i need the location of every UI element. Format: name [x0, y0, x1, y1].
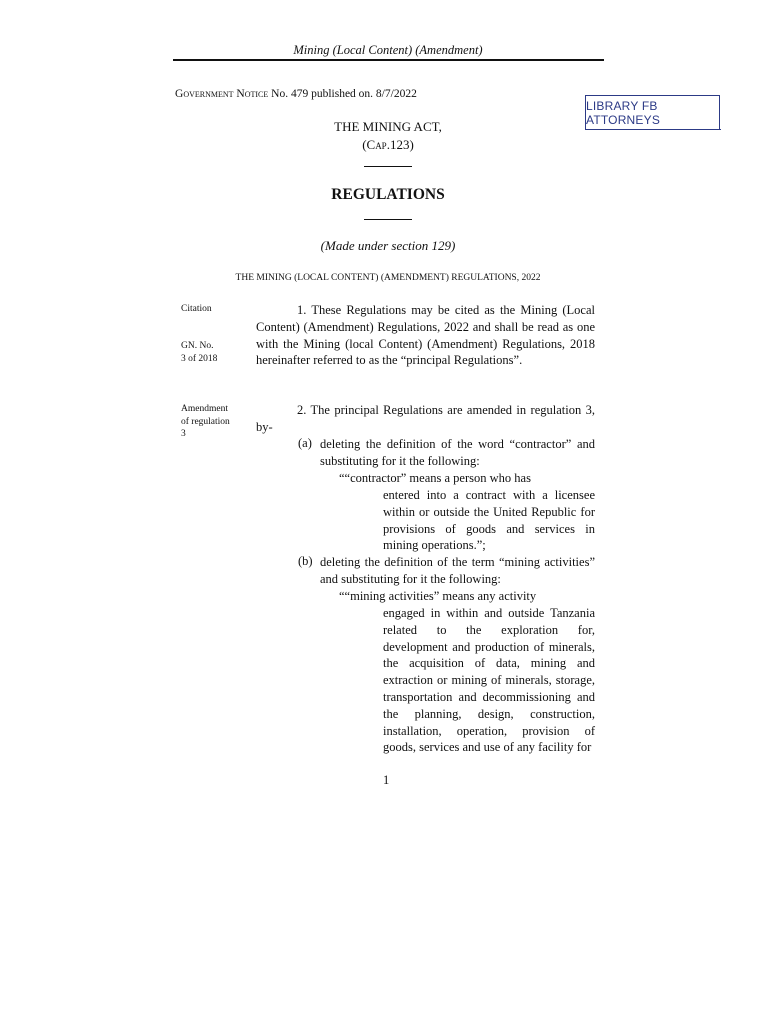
quote-b-body: engaged in within and outside Tanzania related to the exploration for, development and production of minerals, the acquisition of data, mining and extraction or mining of minerals, storage, transportation and decommissioning and the planning, design, construction, installation, operation, provision of goods, services and use of any facility for: [383, 606, 595, 755]
made-under: (Made under section 129): [320, 238, 456, 253]
quote-a-lead: ““contractor” means a person who has: [339, 471, 531, 485]
margin-amend-line2: of regulation: [181, 416, 230, 427]
regulations-heading: REGULATIONS: [331, 186, 445, 203]
notice-text: No. 479 published on. 8/7/2022: [268, 88, 417, 100]
government-notice: [175, 88, 417, 100]
notice-otice: otice: [244, 88, 269, 100]
item-b-label: (b): [298, 554, 313, 568]
cap-open: (C: [362, 137, 376, 152]
act-title: THE MINING ACT,: [334, 119, 442, 134]
margin-note-amendment: [181, 403, 230, 441]
margin-gn-line2: 3 of 2018: [181, 353, 218, 364]
regulations-title: THE MINING (LOCAL CONTENT) (AMENDMENT) REGULATIONS, 2022: [235, 273, 541, 283]
divider-rule: [364, 219, 412, 220]
notice-g: G: [175, 88, 184, 100]
margin-gn-line1: GN. No.: [181, 341, 214, 351]
library-stamp: LIBRARY FB ATTORNEYS: [585, 95, 720, 130]
cap-close: .123): [386, 137, 414, 152]
margin-amend-line1: Amendment: [181, 404, 228, 414]
running-header: Mining (Local Content) (Amendment): [293, 43, 483, 57]
stamp-underline: [585, 129, 721, 130]
page-number: 1: [383, 773, 390, 787]
quote-b-lead: ““mining activities” means any activity: [339, 589, 537, 603]
item-b-text: deleting the definition of the term “mining activities” and substituting for it the following:: [320, 555, 595, 586]
quote-a-body: entered into a contract with a licensee within or outside the United Republic for provisions of goods and services in mining operations.”;: [383, 488, 595, 553]
divider-rule: [364, 166, 412, 167]
notice-n: N: [236, 88, 245, 100]
paragraph-1: 1. These Regulations may be cited as the Mining (Local Content) (Amendment) Regulations, 2022 and shall be read as one with the Mining (local Content) (Amendment) Regulations, 2018 hereinafter referred to as the “principal Regulations”.: [256, 303, 595, 368]
act-chapter: [173, 137, 603, 153]
cap-smallcaps: ap: [375, 137, 387, 152]
notice-overnment: overnment: [183, 88, 234, 100]
item-a-text: deleting the definition of the word “contractor” and substituting for it the following:: [320, 437, 595, 468]
margin-note-gn: [181, 340, 217, 365]
item-a-label: (a): [298, 436, 312, 450]
paragraph-2: 2. The principal Regulations are amended in regulation 3, by-: [256, 403, 595, 434]
margin-note-citation: Citation: [181, 304, 212, 314]
margin-amend-line3: 3: [181, 429, 186, 439]
header-rule: [173, 59, 604, 61]
